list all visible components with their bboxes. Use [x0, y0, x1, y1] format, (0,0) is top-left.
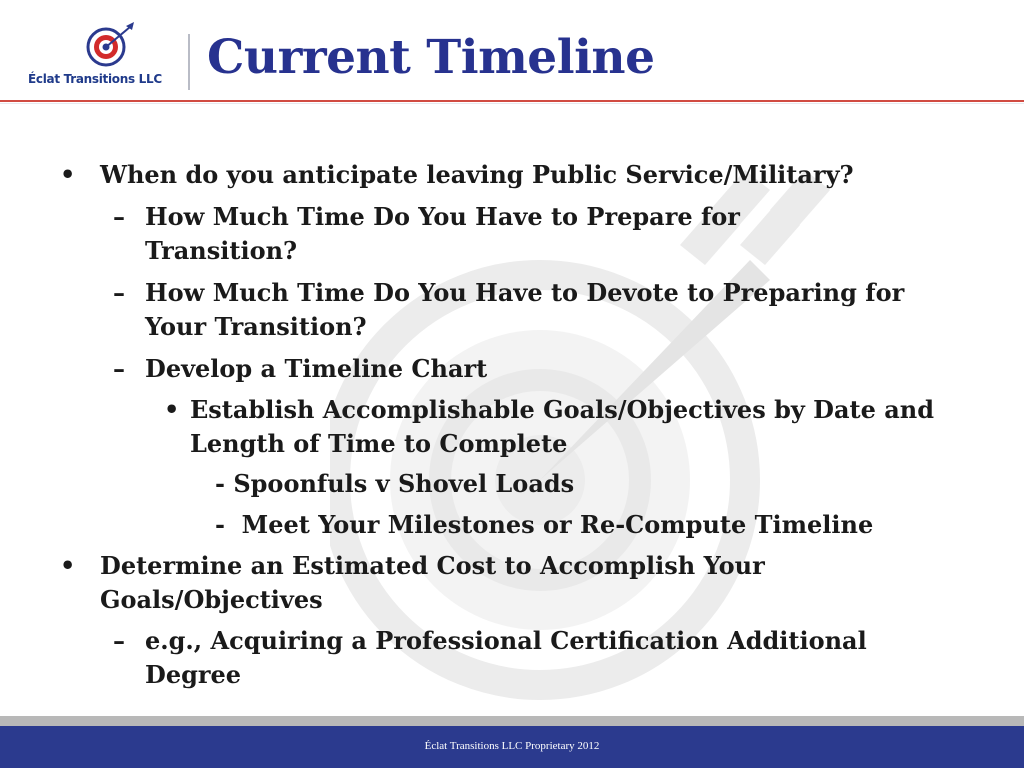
bullet-marker: •	[60, 160, 76, 189]
company-logo	[28, 22, 188, 92]
sub-bullet-item	[113, 200, 825, 268]
dash-marker: –	[113, 202, 125, 231]
detail-text: - Spoonfuls v Shovel Loads	[215, 469, 575, 498]
logo-text: Éclat Transitions LLC	[28, 72, 162, 86]
dash-marker: –	[113, 626, 125, 655]
header-rule	[0, 100, 1024, 102]
sub-sub-bullet-item	[164, 393, 980, 461]
footer-text: Éclat Transitions LLC Proprietary 2012	[424, 740, 600, 752]
detail-line	[215, 508, 995, 542]
sub-bullet-text: e.g., Acquiring a Professional Certification Additional Degree	[145, 626, 867, 689]
detail-line	[215, 467, 975, 501]
header-rule-shadow	[0, 103, 1024, 104]
sub-bullet-item	[113, 624, 965, 692]
bullet-marker: •	[164, 395, 180, 424]
sub-bullet-item	[113, 352, 945, 386]
bullet-item	[60, 158, 980, 192]
bullet-text: When do you anticipate leaving Public Service/Military?	[100, 160, 854, 189]
target-arrow-icon	[84, 22, 140, 72]
bullet-marker: •	[60, 551, 76, 580]
slide-title: Current Timeline	[207, 30, 655, 85]
sub-bullet-item	[113, 276, 945, 344]
detail-text: - Meet Your Milestones or Re-Compute Timeline	[215, 510, 874, 539]
sub-bullet-text: How Much Time Do You Have to Devote to Preparing for Your Transition?	[145, 278, 905, 341]
sub-sub-bullet-text: Establish Accomplishable Goals/Objectives by Date and Length of Time to Complete	[190, 395, 934, 458]
logo-divider	[188, 34, 190, 90]
dash-marker: –	[113, 278, 125, 307]
sub-bullet-text: How Much Time Do You Have to Prepare for Transition?	[145, 202, 740, 265]
bullet-text: Determine an Estimated Cost to Accomplish Your Goals/Objectives	[100, 551, 765, 614]
dash-marker: –	[113, 354, 125, 383]
sub-bullet-text: Develop a Timeline Chart	[145, 354, 488, 383]
bullet-item	[60, 549, 880, 617]
footer-gray-band	[0, 716, 1024, 726]
